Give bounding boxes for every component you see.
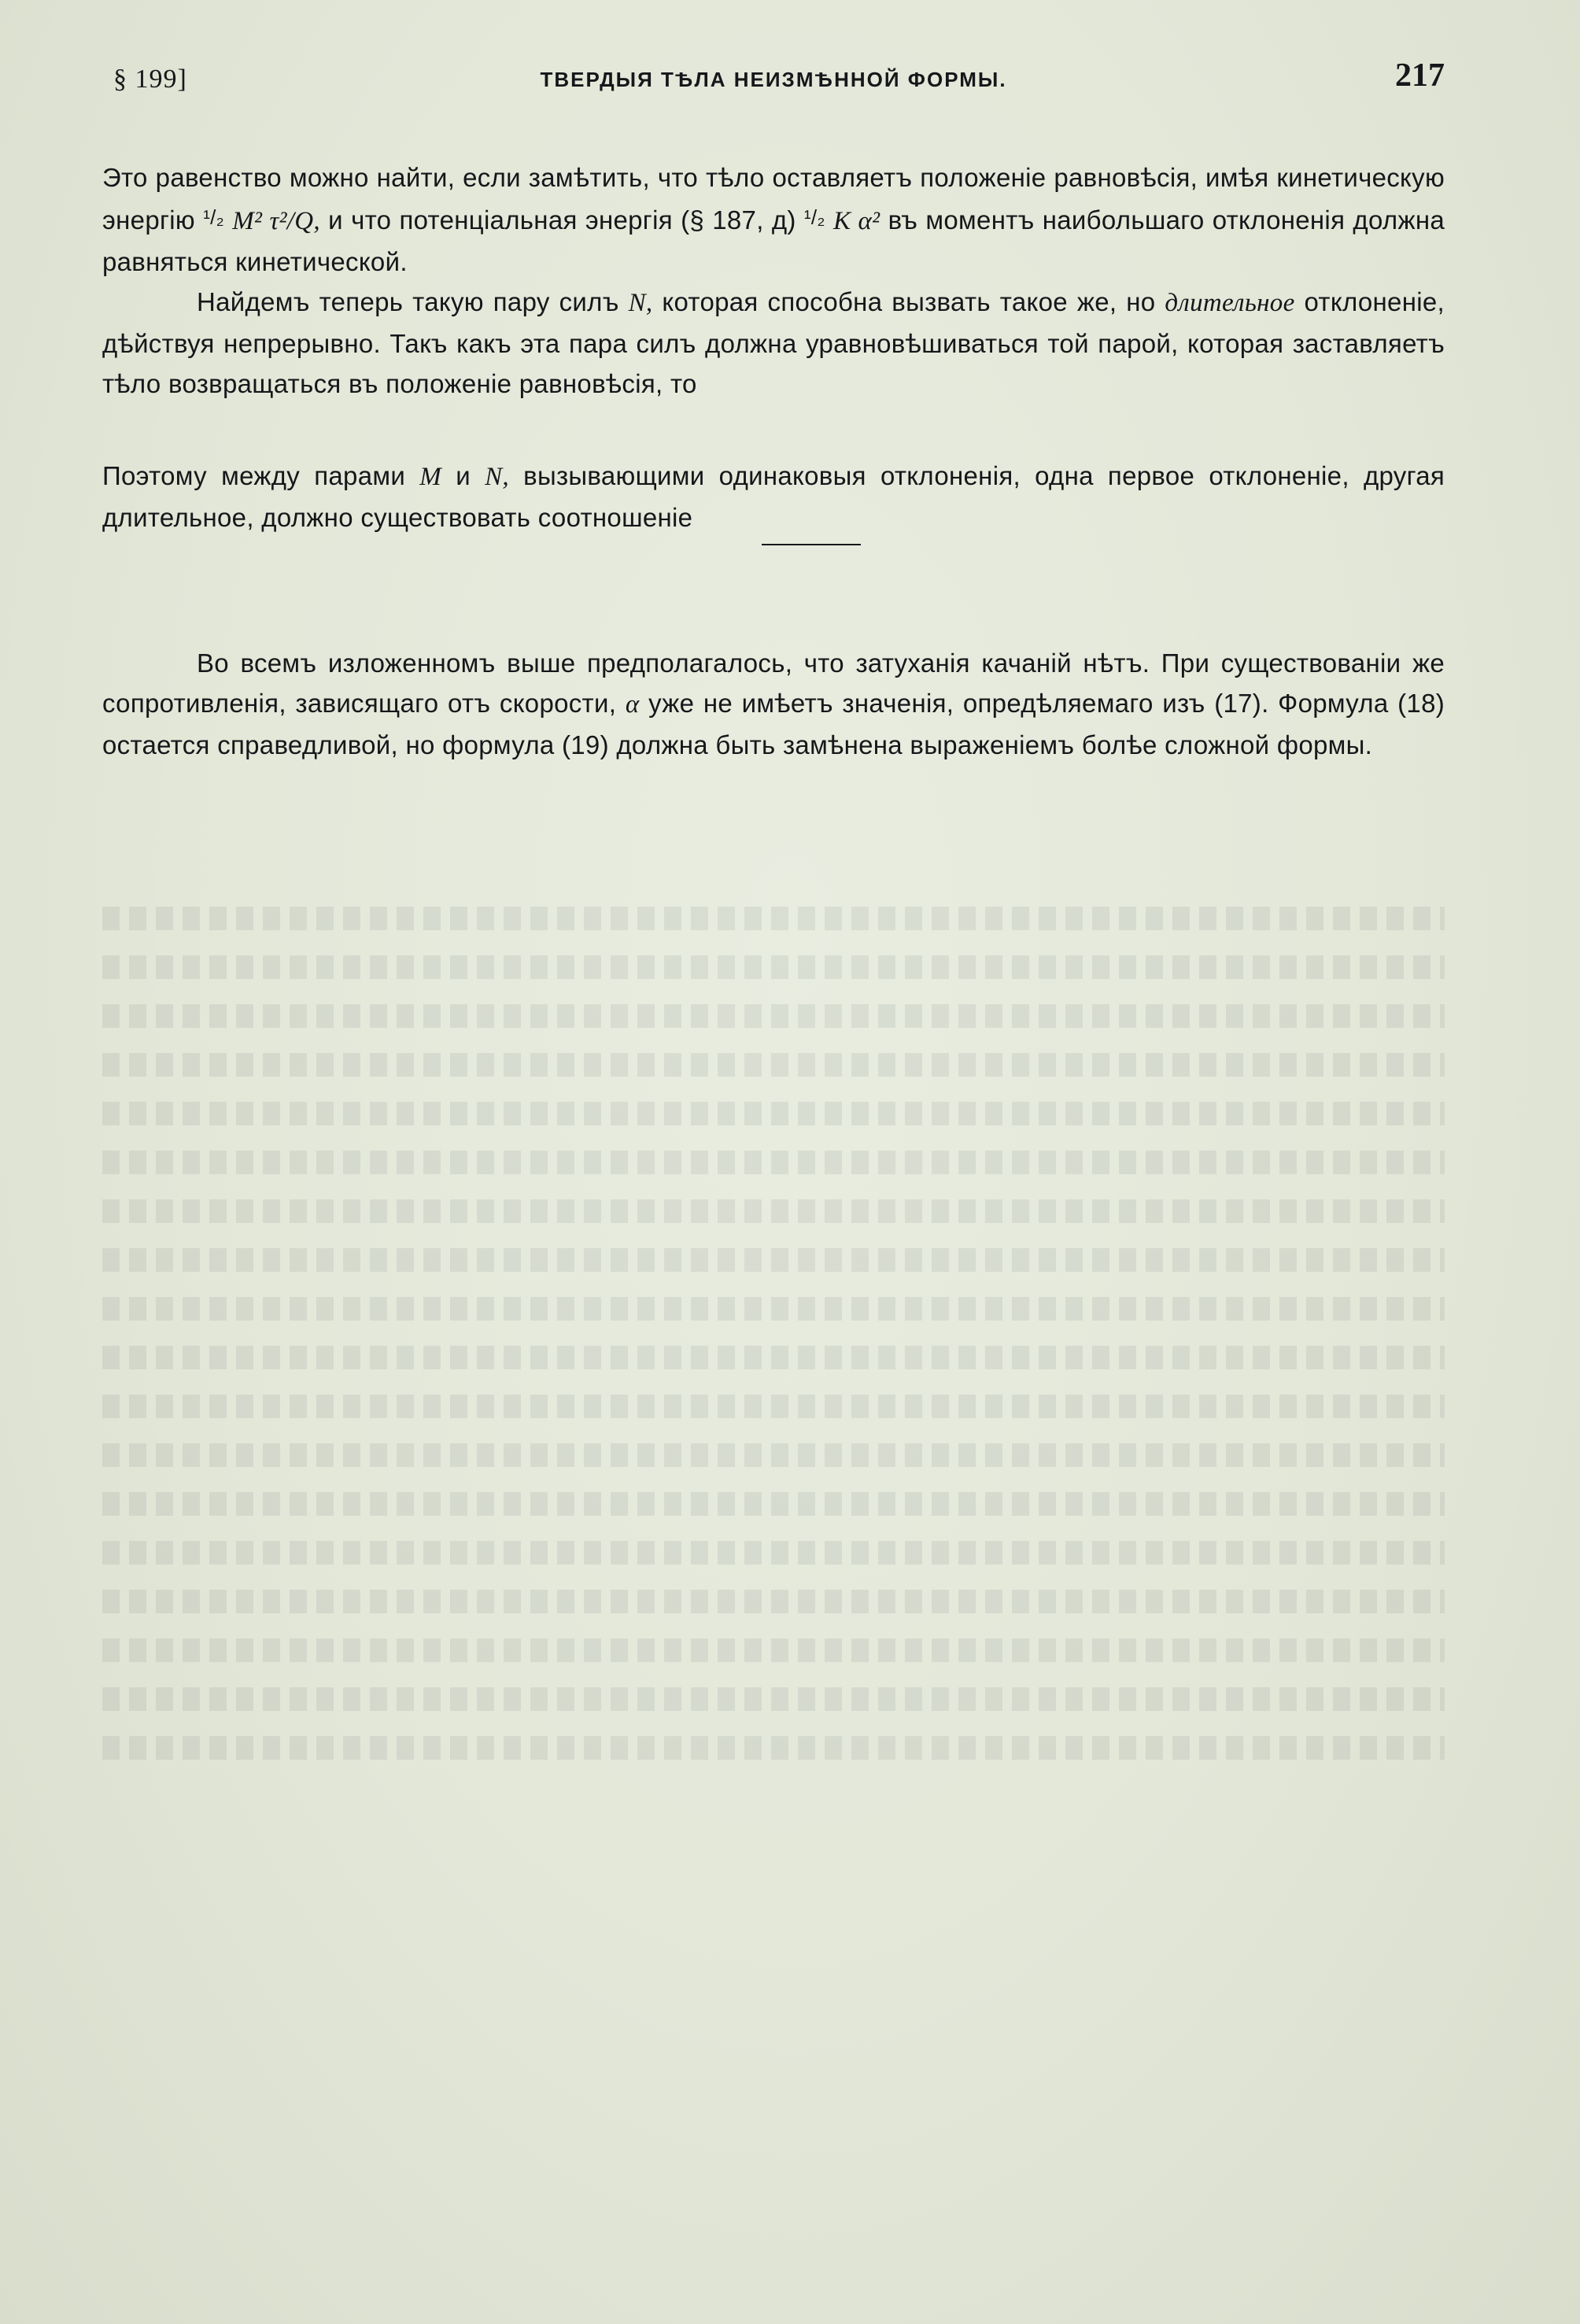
bleed-through-line	[102, 1541, 1445, 1565]
text-run: уже не имѣетъ значенія, опредѣляемаго изъ (17). Формула (18) остается справедливой, но формула (19) должна быть замѣнена выраженіемъ болѣе сложной формы.	[102, 689, 1445, 759]
math-variable: M	[419, 463, 442, 491]
bleed-through-line	[102, 1590, 1445, 1613]
text-run: и	[456, 461, 471, 490]
bleed-through-line	[102, 1053, 1445, 1077]
paragraph-couple	[102, 282, 1445, 404]
bleed-through-line	[102, 1248, 1445, 1272]
bleed-through-line	[102, 907, 1445, 930]
emphasis-text: длительное	[1165, 289, 1295, 317]
formula-18	[102, 407, 1445, 453]
text-run: вызывающими одинаковыя отклоненія, одна первое отклоненіе, другая длительное, должно существовать соотношеніе	[102, 461, 1445, 532]
page-body	[102, 157, 1445, 765]
text-run: Это равенство можно найти, если замѣтить, что тѣло оставляетъ положеніе равновѣсія, имѣя кинетическую энергію	[102, 163, 1445, 235]
math-potential-term: K α²	[832, 207, 880, 235]
text-run: Во всемъ изложенномъ выше предполагалось, что затуханія качаній нѣтъ. При существованіи же сопротивленія, зависящаго отъ скорости,	[102, 648, 1445, 718]
fraction-bar	[762, 544, 861, 545]
formula-fraction	[762, 542, 861, 547]
running-title: ТВЕРДЫЯ ТѢЛА НЕИЗМѢННОЙ ФОРМЫ.	[540, 68, 1007, 91]
bleed-through-line	[102, 1102, 1445, 1125]
math-kinetic-term: M² τ²/Q,	[232, 207, 320, 235]
text-run: въ моментъ наибольшаго отклоненія должна равняться кинетической.	[102, 205, 1445, 276]
text-run: и что потенціальная энергія (§ 187, д)	[328, 205, 796, 235]
paragraph-damping	[102, 643, 1445, 765]
book-page	[102, 47, 1445, 765]
math-variable: N,	[628, 289, 653, 317]
math-variable: α	[625, 690, 640, 719]
fraction-half: ¹/₂	[203, 205, 225, 229]
bleed-through-line	[102, 955, 1445, 979]
text-run: Найдемъ теперь такую пару силъ	[197, 287, 619, 316]
text-run: отклоненіе, дѣйствуя непрерывно. Такъ какъ эта пара силъ должна уравновѣшиваться той парой, которая заставляетъ тѣло возвращаться въ положеніе равновѣсія, то	[102, 287, 1445, 398]
text-run: Поэтому между парами	[102, 461, 406, 490]
fraction-half: ¹/₂	[803, 205, 825, 229]
paragraph-energy	[102, 157, 1445, 282]
page-number: 217	[1395, 57, 1445, 94]
paragraph-relation	[102, 456, 1445, 538]
bleed-through-line	[102, 1395, 1445, 1418]
bleed-through-line	[102, 1346, 1445, 1369]
bleed-through-line	[102, 1199, 1445, 1223]
section-reference: § 199]	[113, 65, 187, 94]
bleed-through-line	[102, 1443, 1445, 1467]
bleed-through-text	[102, 881, 1445, 1785]
running-head	[102, 47, 1445, 102]
text-run: которая способна вызвать такое же, но	[662, 287, 1156, 316]
math-variable: N,	[485, 463, 509, 491]
bleed-through-line	[102, 1297, 1445, 1321]
bleed-through-line	[102, 1639, 1445, 1662]
formula-19	[102, 542, 1445, 637]
bleed-through-line	[102, 1492, 1445, 1516]
bleed-through-line	[102, 1151, 1445, 1174]
bleed-through-line	[102, 1004, 1445, 1028]
bleed-through-line	[102, 1736, 1445, 1760]
bleed-through-line	[102, 1687, 1445, 1711]
